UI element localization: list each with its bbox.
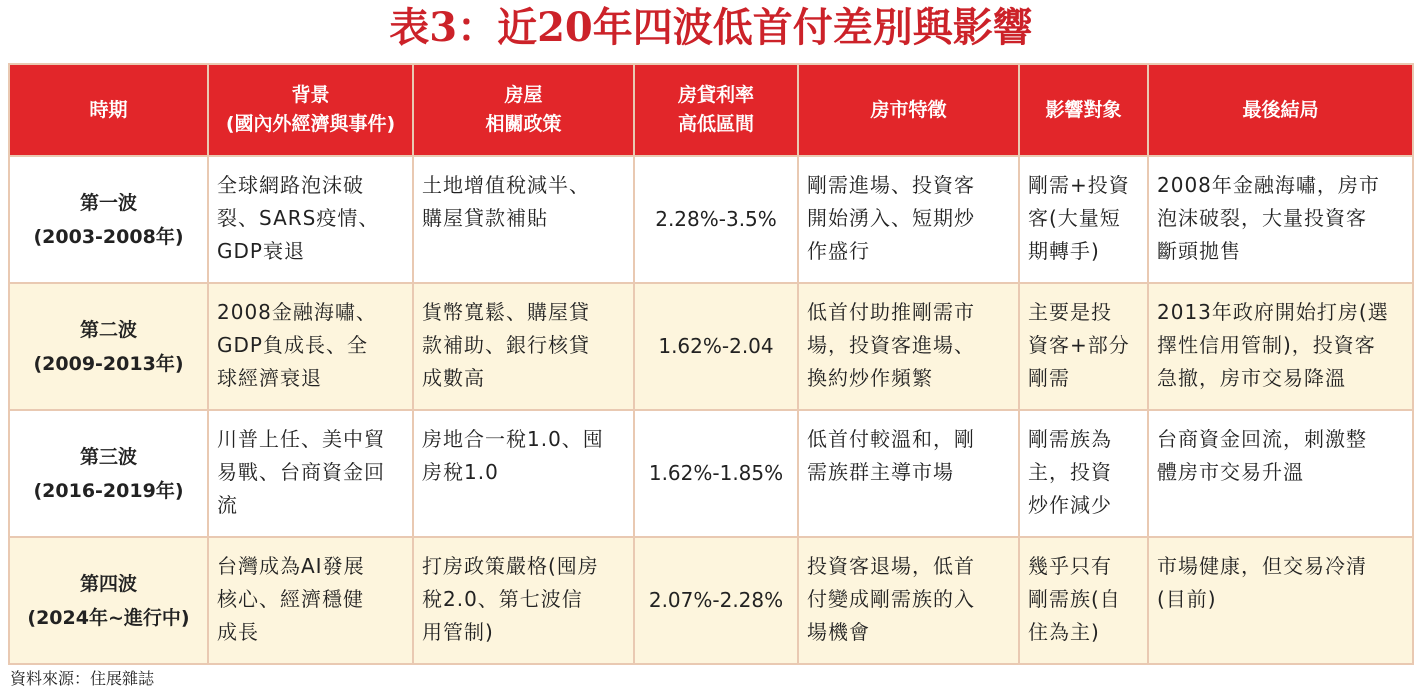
cell-line: 剛需 [1028,366,1070,390]
table-row [9,410,1413,537]
comparison-table [8,63,1414,665]
cell-line: 台商資金回流，刺激整 [1157,427,1367,451]
header-line: (國內外經濟與事件) [225,113,396,135]
header-line: 房貸利率 [677,84,754,106]
cell-line: 台灣成為AI發展 [217,554,365,578]
cell-line: 流 [217,493,238,517]
policy-cell [413,283,634,410]
header-rate [634,64,798,156]
header-line: 背景 [291,84,330,106]
market-cell [798,283,1019,410]
background-cell [208,283,413,410]
background-cell [208,410,413,537]
cell-line: 貨幣寬鬆、購屋貸 [422,300,590,324]
cell-line: 急撤，房市交易降溫 [1157,366,1346,390]
header-period [9,64,208,156]
period-name: 第一波 [79,191,137,214]
header-line: 時期 [89,98,128,121]
period-years: (2016-2019年) [33,479,184,502]
policy-cell [413,156,634,283]
header-line: 高低區間 [677,113,754,135]
cell-line: 客(大量短 [1028,206,1121,230]
market-cell [798,156,1019,283]
header-line: 房屋 [504,84,543,106]
cell-line: 成數高 [422,366,485,390]
cell-line: 泡沫破裂，大量投資客 [1157,206,1367,230]
cell-line: 炒作減少 [1028,493,1112,517]
header-line: 影響對象 [1045,98,1122,121]
market-cell [798,537,1019,664]
cell-line: 裂、SARS疫情、 [217,206,380,230]
cell-line: 付變成剛需族的入 [807,587,975,611]
rate-cell: 1.62%-2.04 [634,283,798,410]
cell-line: 全球網路泡沫破 [217,173,364,197]
cell-line: (目前) [1157,587,1217,611]
period-years: (2009-2013年) [33,352,184,375]
cell-line: 稅2.0、第七波信 [422,587,583,611]
cell-line: 場，投資客進場、 [807,333,975,357]
outcome-cell [1148,283,1413,410]
cell-line: 川普上任、美中貿 [217,427,385,451]
cell-line: 需族群主導市場 [807,460,954,484]
period-cell [9,537,208,664]
cell-line: 體房市交易升溫 [1157,460,1304,484]
period-name: 第二波 [79,318,137,341]
cell-line: 2008金融海嘯、 [217,300,377,324]
cell-line: 主要是投 [1028,300,1112,324]
header-row [9,64,1413,156]
header-target [1019,64,1148,156]
cell-line: 開始湧入、短期炒 [807,206,975,230]
source-note: 資料來源：住展雜誌 [10,669,155,688]
cell-line: 住為主) [1028,620,1100,644]
header-outcome [1148,64,1413,156]
cell-line: 2008年金融海嘯，房市 [1157,173,1380,197]
cell-line: 核心、經濟穩健 [217,587,364,611]
rate-cell: 2.07%-2.28% [634,537,798,664]
cell-line: 房稅1.0 [422,460,499,484]
outcome-cell [1148,156,1413,283]
outcome-cell [1148,537,1413,664]
header-line: 房市特徵 [870,98,947,121]
header-line: 最後結局 [1242,98,1319,121]
target-cell [1019,537,1148,664]
cell-line: GDP衰退 [217,239,305,263]
cell-line: 剛需進場、投資客 [807,173,975,197]
cell-line: GDP負成長、全 [217,333,368,357]
cell-line: 2013年政府開始打房(選 [1157,300,1389,324]
cell-line: 用管制) [422,620,494,644]
period-years: (2024年~進行中) [27,606,190,629]
policy-cell [413,410,634,537]
header-market [798,64,1019,156]
cell-line: 打房政策嚴格(囤房 [422,554,599,578]
policy-cell [413,537,634,664]
period-cell [9,283,208,410]
cell-line: 土地增值稅減半、 [422,173,590,197]
cell-line: 幾乎只有 [1028,554,1112,578]
cell-line: 期轉手) [1028,239,1100,263]
cell-line: 場機會 [807,620,870,644]
rate-cell: 2.28%-3.5% [634,156,798,283]
target-cell [1019,410,1148,537]
period-cell [9,156,208,283]
cell-line: 低首付助推剛需市 [807,300,975,324]
background-cell [208,156,413,283]
cell-line: 款補助、銀行核貸 [422,333,590,357]
cell-line: 易戰、台商資金回 [217,460,385,484]
target-cell [1019,156,1148,283]
cell-line: 主，投資 [1028,460,1112,484]
cell-line: 剛需族(自 [1028,587,1121,611]
period-years: (2003-2008年) [33,225,184,248]
cell-line: 剛需族為 [1028,427,1112,451]
cell-line: 球經濟衰退 [217,366,322,390]
cell-line: 投資客退場，低首 [807,554,975,578]
cell-line: 市場健康，但交易冷清 [1157,554,1367,578]
cell-line: 斷頭拋售 [1157,239,1241,263]
header-line: 相關政策 [485,113,562,135]
market-cell [798,410,1019,537]
cell-line: 購屋貸款補貼 [422,206,548,230]
cell-line: 擇性信用管制)，投資客 [1157,333,1376,357]
period-name: 第四波 [79,572,137,595]
cell-line: 房地合一稅1.0、囤 [422,427,604,451]
table-title: 表3：近20年四波低首付差別與影響 [389,4,1033,51]
table-row [9,156,1413,283]
table-row [9,537,1413,664]
cell-line: 低首付較溫和，剛 [807,427,975,451]
background-cell [208,537,413,664]
header-policy [413,64,634,156]
cell-line: 剛需+投資 [1028,173,1130,197]
outcome-cell [1148,410,1413,537]
table-row [9,283,1413,410]
cell-line: 作盛行 [807,239,870,263]
period-name: 第三波 [79,445,137,468]
cell-line: 換約炒作頻繁 [807,366,933,390]
cell-line: 資客+部分 [1028,333,1130,357]
period-cell [9,410,208,537]
cell-line: 成長 [217,620,259,644]
rate-cell: 1.62%-1.85% [634,410,798,537]
target-cell [1019,283,1148,410]
header-background [208,64,413,156]
